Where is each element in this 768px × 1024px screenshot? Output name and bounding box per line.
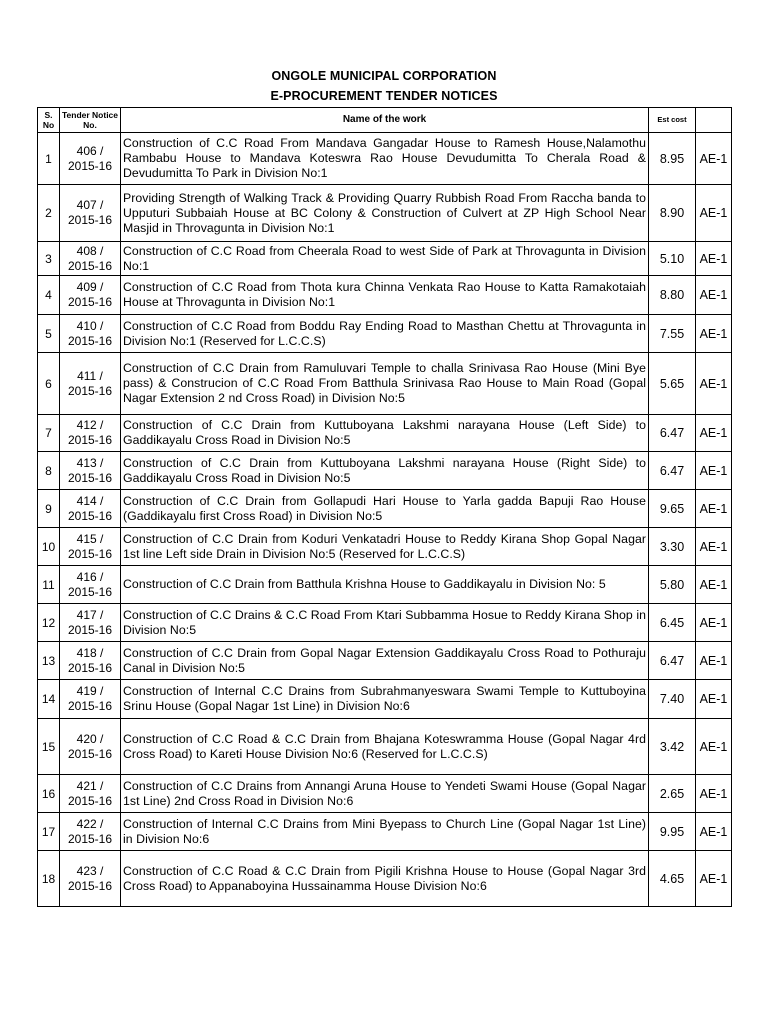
row-sno: 10 [38, 528, 60, 566]
row-est-cost: 6.47 [649, 452, 696, 490]
page-title: ONGOLE MUNICIPAL CORPORATION [271, 69, 497, 83]
row-tender-number: 415 / [76, 531, 104, 546]
row-ae: AE-1 [696, 353, 732, 415]
row-work-description: Construction of C.C Road From Mandava Gangadar House to Ramesh House,Nalamothu Rambabu House to Mandava Koteswra Rao House Devudumitta To Cherala Road & Devudumitta To Park in Division No:1 [121, 133, 649, 185]
row-ae: AE-1 [696, 566, 732, 604]
row-est-cost: 9.95 [649, 813, 696, 851]
row-work-description: Construction of C.C Drain from Ramuluvari Temple to challa Srinivasa Rao House (Mini Bye pass) & Construcion of C.C Road From Batthula Srinivasa Rao House to Main Road (Gopal Nagar Extension 2 nd Cross Road) in Division No:5 [121, 353, 649, 415]
row-sno: 17 [38, 813, 60, 851]
row-est-cost: 3.30 [649, 528, 696, 566]
row-tender-year: 2015-16 [67, 333, 113, 348]
row-tender-year: 2015-16 [67, 584, 113, 599]
row-work-description: Construction of C.C Road from Boddu Ray Ending Road to Masthan Chettu at Throvagunta in Division No:1 (Reserved for L.C.C.S) [121, 315, 649, 353]
table-row [38, 353, 732, 415]
row-tender-number: 420 / [76, 731, 104, 746]
table-row [38, 185, 732, 242]
row-ae: AE-1 [696, 490, 732, 528]
row-est-cost: 7.55 [649, 315, 696, 353]
row-work-description: Construction of C.C Road & C.C Drain from Bhajana Koteswramma House (Gopal Nagar 4rd Cross Road) to Kareti House Division No:6 (Reserved for L.C.C.S) [121, 719, 649, 775]
row-ae: AE-1 [696, 528, 732, 566]
row-work-description: Construction of C.C Drain from Batthula Krishna House to Gaddikayalu in Division No: 5 [121, 566, 649, 604]
row-tender-year: 2015-16 [67, 158, 113, 173]
row-work-description: Construction of C.C Drains from Annangi Aruna House to Yendeti Swami House (Gopal Nagar 1st Line) 2nd Cross Road in Division No:6 [121, 775, 649, 813]
row-tender-notice [60, 276, 121, 315]
row-work-description: Construction of C.C Drain from Kuttuboyana Lakshmi narayana House (Right Side) to Gaddikayalu Cross Road in Division No:5 [121, 452, 649, 490]
header-extra [696, 108, 732, 133]
row-sno: 12 [38, 604, 60, 642]
tender-table [37, 107, 732, 907]
row-work-description: Construction of C.C Drain from Gollapudi Hari House to Yarla gadda Bapuji Rao House (Gaddikayalu first Cross Road) in Division No:5 [121, 490, 649, 528]
row-tender-number: 421 / [76, 778, 104, 793]
row-tender-notice [60, 452, 121, 490]
row-sno: 15 [38, 719, 60, 775]
row-est-cost: 6.47 [649, 415, 696, 452]
row-tender-notice [60, 719, 121, 775]
row-sno: 13 [38, 642, 60, 680]
row-ae: AE-1 [696, 415, 732, 452]
row-ae: AE-1 [696, 242, 732, 276]
row-tender-year: 2015-16 [67, 258, 113, 273]
row-ae: AE-1 [696, 775, 732, 813]
row-tender-year: 2015-16 [67, 295, 113, 309]
table-row [38, 315, 732, 353]
table-row [38, 604, 732, 642]
row-est-cost: 4.65 [649, 851, 696, 907]
row-ae: AE-1 [696, 604, 732, 642]
row-tender-number: 412 / [76, 418, 104, 432]
row-sno: 6 [38, 353, 60, 415]
table-row [38, 452, 732, 490]
table-row [38, 775, 732, 813]
table-row [38, 642, 732, 680]
row-work-description: Construction of C.C Drain from Gopal Nagar Extension Gaddikayalu Cross Road to Pothuraju Canal in Division No:5 [121, 642, 649, 680]
row-tender-notice [60, 353, 121, 415]
row-tender-number: 407 / [76, 198, 104, 212]
page-subtitle: E-PROCUREMENT TENDER NOTICES [270, 89, 498, 103]
row-est-cost: 3.42 [649, 719, 696, 775]
row-tender-notice [60, 528, 121, 566]
row-tender-notice [60, 185, 121, 242]
row-est-cost: 5.10 [649, 242, 696, 276]
table-row [38, 719, 732, 775]
table-row [38, 566, 732, 604]
row-ae: AE-1 [696, 680, 732, 719]
row-tender-year: 2015-16 [67, 383, 113, 398]
row-ae: AE-1 [696, 315, 732, 353]
row-tender-year: 2015-16 [67, 699, 113, 713]
row-tender-number: 414 / [76, 493, 104, 508]
row-ae: AE-1 [696, 452, 732, 490]
row-sno: 4 [38, 276, 60, 315]
table-row [38, 528, 732, 566]
row-tender-number: 410 / [76, 318, 104, 333]
row-sno: 18 [38, 851, 60, 907]
row-ae: AE-1 [696, 642, 732, 680]
row-sno: 1 [38, 133, 60, 185]
row-est-cost: 5.80 [649, 566, 696, 604]
row-tender-notice [60, 813, 121, 851]
row-tender-year: 2015-16 [67, 793, 113, 808]
row-sno: 16 [38, 775, 60, 813]
row-tender-year: 2015-16 [67, 508, 113, 523]
table-row [38, 490, 732, 528]
row-tender-year: 2015-16 [67, 470, 113, 485]
row-tender-year: 2015-16 [67, 660, 113, 675]
row-work-description: Construction of C.C Road from Thota kura Chinna Venkata Rao House to Katta Ramakotaiah House at Throvagunta in Division No:1 [121, 276, 649, 315]
row-tender-notice [60, 490, 121, 528]
table-row [38, 276, 732, 315]
row-tender-number: 408 / [76, 243, 104, 258]
row-tender-notice [60, 133, 121, 185]
table-row [38, 415, 732, 452]
row-tender-year: 2015-16 [67, 622, 113, 637]
row-tender-number: 411 / [77, 368, 103, 383]
row-est-cost: 5.65 [649, 353, 696, 415]
row-tender-notice [60, 680, 121, 719]
table-row [38, 851, 732, 907]
row-sno: 9 [38, 490, 60, 528]
row-tender-year: 2015-16 [67, 878, 113, 893]
header-est-cost: Est cost [649, 108, 696, 133]
row-est-cost: 8.80 [649, 276, 696, 315]
row-tender-number: 406 / [76, 143, 104, 158]
row-tender-notice [60, 242, 121, 276]
row-tender-number: 418 / [76, 645, 104, 660]
row-tender-number: 409 / [76, 280, 104, 294]
row-sno: 5 [38, 315, 60, 353]
row-work-description: Construction of C.C Drain from Koduri Venkatadri House to Reddy Kirana Shop Gopal Nagar 1st line Left side Drain in Division No:5 (Reserved for L.C.C.S) [121, 528, 649, 566]
table-row [38, 813, 732, 851]
row-sno: 7 [38, 415, 60, 452]
row-work-description: Providing Strength of Walking Track & Providing Quarry Rubbish Road From Raccha banda to Upputuri Subbaiah House at BC Colony & Construction of Culvert at ZP High School Near Masjid in Throvagunta in Division No:1 [121, 185, 649, 242]
table-row [38, 242, 732, 276]
row-tender-year: 2015-16 [67, 213, 113, 227]
row-tender-year: 2015-16 [67, 746, 113, 761]
row-sno: 11 [38, 566, 60, 604]
row-est-cost: 6.47 [649, 642, 696, 680]
row-sno: 3 [38, 242, 60, 276]
row-ae: AE-1 [696, 276, 732, 315]
row-work-description: Construction of Internal C.C Drains from Subrahmanyeswara Swami Temple to Kuttuboyina Srinu House (Gopal Nagar 1st Line) in Division No:6 [121, 680, 649, 719]
header-sno: S. No [38, 108, 60, 133]
row-work-description: Construction of C.C Drains & C.C Road From Ktari Subbamma Hosue to Reddy Kirana Shop in Division No:5 [121, 604, 649, 642]
row-tender-notice [60, 775, 121, 813]
row-tender-notice [60, 315, 121, 353]
row-ae: AE-1 [696, 851, 732, 907]
row-est-cost: 7.40 [649, 680, 696, 719]
row-est-cost: 8.95 [649, 133, 696, 185]
header-name-of-work: Name of the work [121, 108, 649, 133]
row-tender-number: 416 / [76, 569, 104, 584]
row-ae: AE-1 [696, 719, 732, 775]
row-est-cost: 9.65 [649, 490, 696, 528]
row-tender-notice [60, 642, 121, 680]
row-ae: AE-1 [696, 133, 732, 185]
header-row [38, 108, 732, 133]
row-tender-number: 417 / [76, 607, 104, 622]
row-sno: 14 [38, 680, 60, 719]
row-tender-notice [60, 604, 121, 642]
row-tender-year: 2015-16 [67, 546, 113, 561]
header-tender-notice: Tender Notice No. [60, 108, 121, 133]
row-ae: AE-1 [696, 185, 732, 242]
row-tender-notice [60, 851, 121, 907]
row-tender-number: 419 / [76, 684, 104, 698]
row-est-cost: 8.90 [649, 185, 696, 242]
row-ae: AE-1 [696, 813, 732, 851]
row-tender-notice [60, 415, 121, 452]
table-row [38, 680, 732, 719]
row-work-description: Construction of C.C Road & C.C Drain from Pigili Krishna House to House (Gopal Nagar 3rd Cross Road) to Appanaboyina Hussainamma House Division No:6 [121, 851, 649, 907]
row-tender-number: 422 / [76, 816, 104, 831]
row-tender-notice [60, 566, 121, 604]
row-work-description: Construction of C.C Road from Cheerala Road to west Side of Park at Throvagunta in Division No:1 [121, 242, 649, 276]
row-tender-number: 413 / [76, 455, 104, 470]
row-est-cost: 2.65 [649, 775, 696, 813]
row-work-description: Construction of Internal C.C Drains from Mini Byepass to Church Line (Gopal Nagar 1st Line) in Division No:6 [121, 813, 649, 851]
row-sno: 2 [38, 185, 60, 242]
table-row [38, 133, 732, 185]
row-work-description: Construction of C.C Drain from Kuttuboyana Lakshmi narayana House (Left Side) to Gaddikayalu Cross Road in Division No:5 [121, 415, 649, 452]
row-tender-number: 423 / [76, 863, 104, 878]
row-tender-year: 2015-16 [67, 831, 113, 846]
row-est-cost: 6.45 [649, 604, 696, 642]
row-sno: 8 [38, 452, 60, 490]
row-tender-year: 2015-16 [67, 433, 113, 447]
